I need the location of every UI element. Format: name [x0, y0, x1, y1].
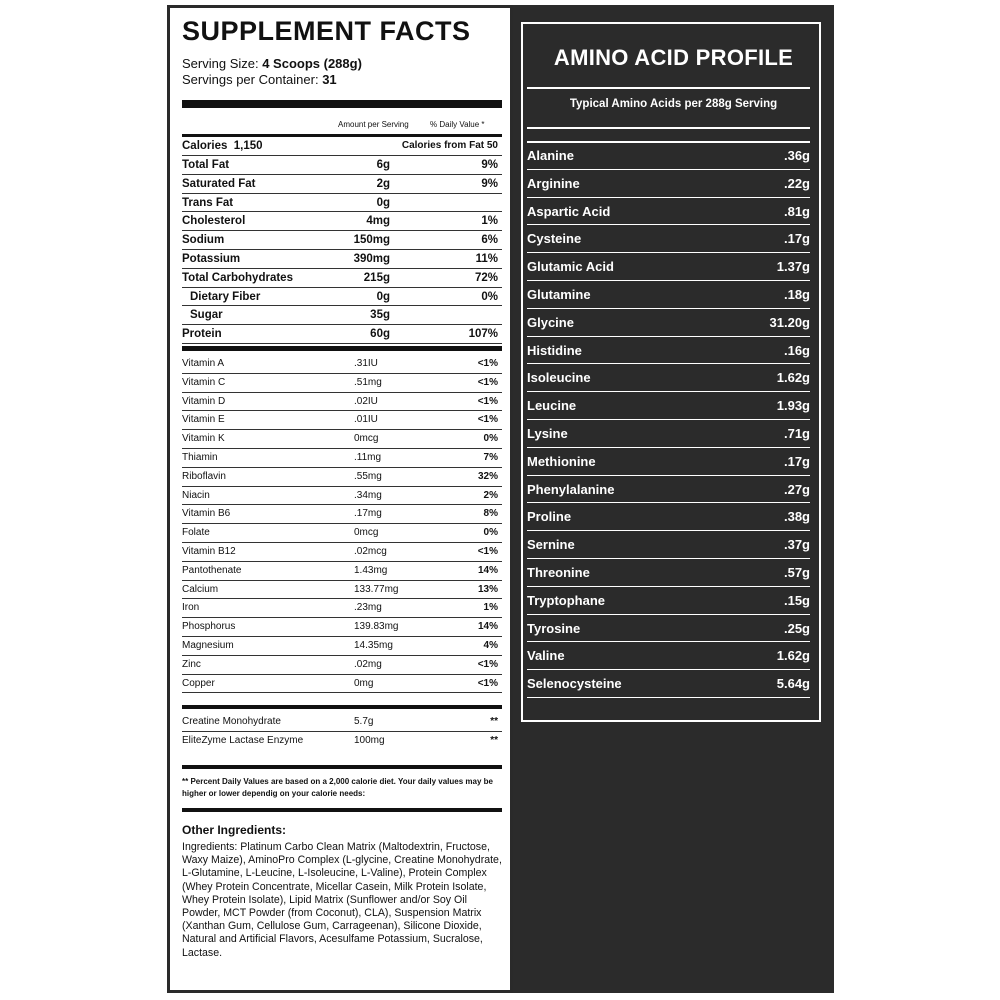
vitamin-amount: 1.43mg [354, 564, 388, 576]
vitamin-label: Folate [182, 527, 210, 539]
amino-divider [527, 127, 810, 129]
vitamin-label: Riboflavin [182, 470, 226, 482]
vitamin-row [182, 355, 502, 374]
amino-acid-value: .81g [783, 203, 810, 219]
vitamin-daily-value: 32% [477, 470, 498, 482]
daily-value-footnote: ** Percent Daily Values are based on a 2,000 calorie diet. Your daily values may be higher or lower dependig on your calorie needs: [182, 777, 493, 798]
servings-value: 31 [322, 72, 337, 87]
supplement-facts-panel [167, 5, 513, 993]
nutrient-daily-value: 11% [475, 253, 498, 265]
thick-divider [182, 765, 502, 769]
nutrient-label: Protein [182, 328, 222, 341]
amino-acid-row [527, 170, 810, 198]
amino-acid-label: Arginine [527, 175, 580, 191]
other-ingredients-title: Other Ingredients: [182, 823, 287, 837]
amino-acid-label: Phenylalanine [527, 481, 615, 497]
amino-acid-label: Leucine [527, 398, 577, 414]
vitamin-label: Vitamin E [182, 414, 225, 426]
vitamin-daily-value: 2% [483, 489, 498, 501]
nutrient-label: Saturated Fat [182, 177, 256, 190]
amino-acid-row [527, 642, 810, 670]
amino-acid-value: 31.20g [769, 314, 810, 330]
amino-acid-label: Tryptophane [527, 592, 606, 608]
vitamin-row [182, 430, 502, 449]
vitamin-daily-value: 0% [483, 527, 498, 539]
amino-acid-row [527, 531, 810, 559]
vitamin-daily-value: 4% [483, 640, 498, 651]
amino-acid-row [527, 253, 810, 281]
amino-acid-label: Sernine [527, 537, 575, 553]
nutrient-daily-value: 9% [481, 177, 498, 190]
vitamin-amount: .31IU [354, 358, 378, 369]
vitamin-row [182, 468, 502, 487]
nutrient-amount: 4mg [366, 215, 390, 228]
nutrient-label: Cholesterol [182, 215, 246, 228]
vitamin-amount: .11mg [354, 452, 382, 463]
amino-acid-label: Valine [527, 648, 565, 664]
nutrient-label: Sugar [190, 309, 223, 322]
nutrient-label: Sodium [182, 234, 225, 247]
nutrient-daily-value: 6% [481, 234, 498, 247]
amino-acid-label: Glutamine [527, 287, 591, 302]
amino-acid-row [527, 392, 810, 420]
vitamin-label: Iron [182, 602, 200, 614]
amino-acid-subtitle: Typical Amino Acids per 288g Serving [569, 98, 778, 110]
vitamin-daily-value: 14% [477, 621, 498, 633]
nutrient-amount: 2g [376, 177, 390, 190]
serving-size-label: Serving Size: [182, 56, 259, 71]
amino-acid-value: 1.37g [776, 259, 810, 275]
thick-divider [182, 705, 502, 709]
extra-ingredient-amount: 5.7g [354, 716, 374, 727]
vitamin-label: Vitamin D [182, 395, 226, 407]
vitamin-daily-value: <1% [477, 677, 498, 689]
amino-acid-label: Alanine [527, 148, 574, 163]
amino-acid-value: 1.62g [776, 648, 810, 664]
amino-acid-label: Methionine [527, 453, 596, 469]
supplement-facts-title: SUPPLEMENT FACTS [182, 16, 471, 46]
vitamin-daily-value: 13% [477, 583, 498, 595]
amino-acid-label: Isoleucine [527, 370, 591, 386]
nutrient-amount: 60g [370, 328, 390, 341]
vitamin-amount: 14.35mg [354, 640, 393, 651]
amino-acid-value: .17g [783, 453, 810, 469]
amino-acid-value: .15g [783, 592, 810, 608]
amino-acid-title: AMINO ACID PROFILE [553, 45, 794, 70]
nutrient-amount: 35g [370, 309, 390, 322]
nutrient-label: Potassium [182, 253, 241, 265]
thick-divider [182, 100, 502, 108]
vitamin-row [182, 411, 502, 430]
vitamin-row [182, 487, 502, 506]
amino-acid-label: Lysine [527, 426, 568, 441]
amino-acid-row [527, 364, 810, 392]
vitamin-amount: 0mcg [354, 433, 379, 445]
amino-acid-label: Histidine [527, 342, 582, 358]
amino-divider [527, 87, 810, 89]
amino-acid-row [527, 559, 810, 587]
vitamin-amount: .34mg [354, 489, 382, 501]
amino-acid-row [527, 198, 810, 226]
extra-ingredient-amount: 100mg [354, 734, 385, 746]
nutrient-row [182, 194, 502, 213]
vitamin-amount: .01IU [354, 414, 378, 426]
column-header-amount: Amount per Serving [338, 120, 409, 129]
vitamin-daily-value: <1% [477, 546, 498, 557]
nutrient-row [182, 325, 502, 344]
amino-acid-value: 1.62g [776, 370, 810, 386]
extra-ingredient-daily-value: ** [490, 734, 498, 746]
vitamin-row [182, 656, 502, 675]
nutrient-daily-value: 107% [468, 328, 498, 341]
vitamin-daily-value: 0% [483, 433, 498, 445]
vitamin-row [182, 374, 502, 393]
amino-acid-row [527, 142, 810, 170]
vitamin-amount: 0mcg [354, 527, 379, 539]
vitamin-daily-value: 1% [483, 602, 498, 614]
amino-acid-value: .25g [783, 620, 810, 636]
amino-acid-label: Glutamic Acid [527, 259, 614, 275]
servings-label: Servings per Container: [182, 72, 319, 87]
serving-size [182, 56, 362, 72]
vitamin-amount: .17mg [354, 508, 382, 520]
amino-acid-value: .17g [783, 231, 810, 247]
vitamin-row [182, 675, 502, 694]
vitamin-row [182, 637, 502, 656]
vitamin-daily-value: 14% [477, 564, 498, 576]
vitamin-amount: .02mcg [354, 546, 387, 557]
amino-acid-value: 1.93g [776, 398, 810, 414]
servings-per-container [182, 72, 337, 88]
extra-ingredient-daily-value: ** [490, 716, 498, 727]
thick-divider [182, 346, 502, 351]
vitamin-row [182, 524, 502, 543]
vitamin-label: Calcium [182, 583, 219, 595]
amino-acid-value: .37g [783, 537, 810, 553]
amino-acid-label: Cysteine [527, 231, 582, 247]
amino-acid-label: Selenocysteine [527, 676, 622, 692]
amino-acid-value: .22g [783, 175, 810, 191]
amino-acid-row [527, 309, 810, 337]
vitamin-row [182, 599, 502, 618]
amino-acid-label: Aspartic Acid [527, 203, 611, 219]
amino-acid-row [527, 337, 810, 365]
amino-acid-label: Glycine [527, 314, 574, 330]
nutrient-daily-value: 1% [481, 215, 498, 228]
amino-acid-value: .57g [783, 565, 810, 580]
vitamin-label: Magnesium [182, 640, 234, 651]
vitamin-row [182, 562, 502, 581]
thick-divider [182, 808, 502, 812]
vitamin-row [182, 505, 502, 524]
nutrient-amount: 390mg [353, 253, 390, 265]
nutrient-daily-value: 72% [474, 271, 498, 284]
nutrient-row [182, 156, 502, 175]
nutrient-row [182, 231, 502, 250]
vitamin-label: Vitamin B12 [182, 546, 236, 557]
vitamin-amount: .02mg [354, 658, 382, 670]
vitamin-daily-value: 8% [483, 508, 498, 520]
vitamin-daily-value: 7% [483, 452, 498, 463]
vitamin-daily-value: <1% [477, 376, 498, 388]
amino-acid-row [527, 670, 810, 698]
vitamin-label: Phosphorus [182, 621, 236, 633]
vitamin-label: Vitamin B6 [182, 508, 231, 520]
extra-ingredient-row [182, 713, 502, 732]
vitamin-row [182, 618, 502, 637]
vitamin-daily-value: <1% [477, 395, 498, 407]
vitamin-row [182, 581, 502, 600]
nutrient-row [182, 306, 502, 325]
amino-acid-value: .16g [783, 342, 810, 358]
nutrient-amount: 0g [376, 196, 390, 209]
nutrient-label: Total Fat [182, 159, 230, 171]
nutrient-row [182, 288, 502, 307]
amino-acid-value: .38g [783, 509, 810, 525]
calories-from-fat: Calories from Fat 50 [401, 140, 498, 151]
nutrient-amount: 0g [376, 290, 390, 303]
nutrient-row [182, 212, 502, 231]
vitamin-daily-value: <1% [477, 658, 498, 670]
vitamin-label: Vitamin K [182, 433, 225, 445]
other-ingredients-text: Ingredients: Platinum Carbo Clean Matrix (Maltodextrin, Fructose, Waxy Maize), AminoPro Complex (L-glycine, Creatine Monohydrate, L-Glutamine, L-Leucine, L-Isoleucine, L-Valine), Protein Complex (Whey Protein Concentrate, Micellar Casein, Milk Protein Isolate, Whey Protein Isolate), Lipid Matrix (Sunflower and/or Soy Oil Powder, MCT Powder (from Coconut), CLA), Suspension Matrix (Xanthan Gum, Cellulose Gum, Carrageenan), Silicone Dioxide, Natural and Artificial Flavors, Acesulfame Potassium, Sucralose, Lactase. [182, 841, 502, 959]
amino-acid-row [527, 503, 810, 531]
nutrient-row [182, 269, 502, 288]
vitamin-amount: 0mg [354, 677, 374, 689]
extra-ingredient-label: Creatine Monohydrate [182, 716, 281, 727]
amino-acid-value: .27g [783, 481, 810, 497]
column-header-daily-value: % Daily Value * [430, 120, 485, 129]
vitamin-amount: 139.83mg [354, 621, 399, 633]
vitamin-label: Niacin [182, 489, 210, 501]
amino-acid-panel [513, 5, 834, 993]
extra-ingredient-row [182, 732, 502, 751]
nutrient-amount: 215g [363, 271, 390, 284]
nutrient-label: Dietary Fiber [190, 290, 261, 303]
nutrient-label: Total Carbohydrates [182, 271, 293, 284]
nutrient-daily-value: 9% [481, 159, 498, 171]
calories-row [182, 137, 502, 156]
nutrient-amount: 150mg [353, 234, 390, 247]
amino-acid-label: Proline [527, 509, 572, 525]
vitamin-row [182, 543, 502, 562]
amino-acid-row [527, 587, 810, 615]
amino-acid-value: .18g [783, 287, 810, 302]
amino-acid-row [527, 615, 810, 643]
amino-acid-row [527, 281, 810, 309]
vitamin-amount: .23mg [354, 602, 382, 614]
vitamin-row [182, 393, 502, 412]
nutrient-amount: 6g [376, 159, 390, 171]
vitamin-label: Vitamin C [182, 376, 226, 388]
vitamin-label: Vitamin A [182, 358, 225, 369]
amino-acid-label: Tyrosine [527, 620, 581, 636]
amino-acid-value: .71g [783, 426, 810, 441]
extra-ingredient-label: EliteZyme Lactase Enzyme [182, 734, 304, 746]
amino-acid-value: 5.64g [776, 676, 810, 692]
amino-acid-row [527, 225, 810, 253]
nutrient-daily-value: 0% [481, 290, 498, 303]
amino-acid-row [527, 476, 810, 504]
vitamin-label: Thiamin [182, 452, 218, 463]
amino-acid-value: .36g [783, 148, 810, 163]
vitamin-amount: .55mg [354, 470, 382, 482]
nutrient-row [182, 175, 502, 194]
calories-label: Calories 1,150 [182, 140, 263, 152]
vitamin-amount: .02IU [354, 395, 378, 407]
vitamin-row [182, 449, 502, 468]
vitamin-label: Zinc [182, 658, 201, 670]
amino-acid-label: Threonine [527, 565, 590, 580]
vitamin-daily-value: <1% [477, 414, 498, 426]
vitamin-amount: .51mg [354, 376, 382, 388]
amino-acid-row [527, 448, 810, 476]
nutrient-row [182, 250, 502, 269]
vitamin-daily-value: <1% [477, 358, 498, 369]
serving-size-value: 4 Scoops (288g) [262, 56, 362, 71]
amino-acid-row [527, 420, 810, 448]
vitamin-label: Pantothenate [182, 564, 242, 576]
vitamin-label: Copper [182, 677, 215, 689]
nutrient-label: Trans Fat [182, 196, 234, 209]
vitamin-amount: 133.77mg [354, 583, 399, 595]
